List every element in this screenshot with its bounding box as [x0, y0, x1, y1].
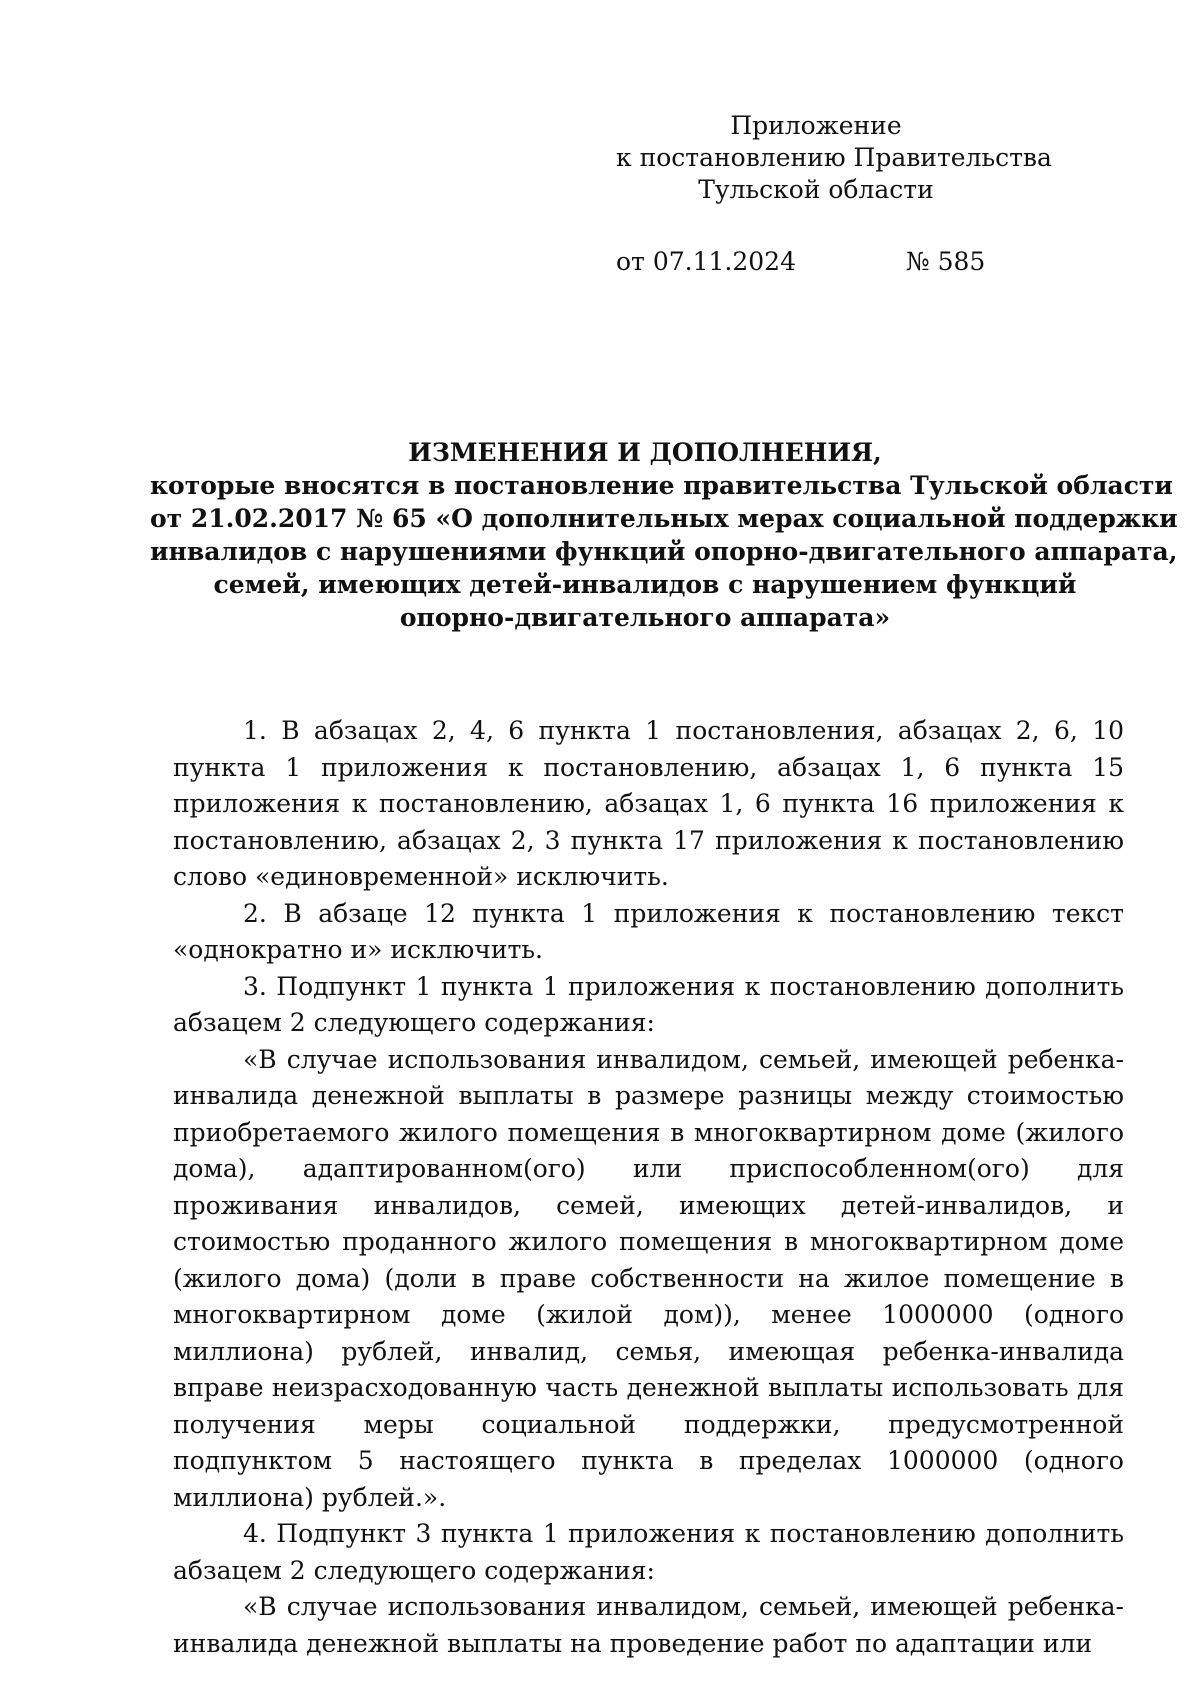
quoted-paragraph: «В случае использования инвалидом, семьей, имеющей ребенка-инвалида денежной выплаты в размере разницы между стоимостью приобретаемого жилого помещения в многоквартирном доме (жилого дома), адаптированном(ого) или приспособленном(ого) для проживания инвалидов, семей, имеющих детей-инвалидов, и стоимостью проданного жилого помещения в многоквартирном доме (жилого дома) (доли в праве собственности на жилое помещение в многоквартирном доме (жилой дом)), менее 1000000 (одного миллиона) рублей, инвалид, семья, имеющая ребенка-инвалида вправе неизрасходованную часть денежной выплаты использовать для получения меры социальной поддержки, предусмотренной подпунктом 5 настоящего пункта в пределах 1000000 (одного миллиона) рублей.». [173, 1044, 1124, 1512]
title-line: семей, имеющих детей-инвалидов с нарушением функций [213, 570, 1077, 599]
document-body [173, 713, 1124, 1662]
document-title [150, 436, 1178, 634]
body-paragraph: 2. В абзаце 12 пункта 1 приложения к постановлению текст «однократно и» исключить. [173, 898, 1124, 964]
title-line: инвалидов с нарушениями функций опорно-двигательного аппарата, [150, 537, 1178, 566]
title-line: опорно-двигательного аппарата» [399, 603, 891, 632]
title-line: которые вносятся в постановление правительства Тульской области [150, 471, 1173, 500]
title-heading: ИЗМЕНЕНИЯ И ДОПОЛНЕНИЯ, [408, 438, 882, 467]
body-paragraph: 1. В абзацах 2, 4, 6 пункта 1 постановления, абзацах 2, 6, 10 пункта 1 приложения к постановлению, абзацах 1, 6 пункта 15 приложения к постановлению, абзацах 1, 6 пункта 16 приложения к постановлению, абзацах 2, 3 пункта 17 приложения к постановлению слово «единовременной» исключить. [173, 716, 1124, 891]
body-paragraph: 4. Подпункт 3 пункта 1 приложения к постановлению дополнить абзацем 2 следующего содержания: [173, 1519, 1124, 1585]
body-paragraph: 3. Подпункт 1 пункта 1 приложения к постановлению дополнить абзацем 2 следующего содержания: [173, 971, 1124, 1037]
resolution-date: от 07.11.2024 [616, 247, 796, 276]
quoted-paragraph: «В случае использования инвалидом, семьей, имеющей ребенка-инвалида денежной выплаты на проведение работ по адаптации или [173, 1592, 1124, 1658]
resolution-number: № 585 [906, 247, 986, 276]
appendix-label: Приложение [730, 111, 902, 140]
title-line: от 21.02.2017 № 65 «О дополнительных мерах социальной поддержки [150, 504, 1178, 533]
appendix-block [616, 110, 1052, 206]
appendix-region: Тульской области [698, 175, 934, 204]
appendix-reference: к постановлению Правительства [616, 143, 1052, 172]
